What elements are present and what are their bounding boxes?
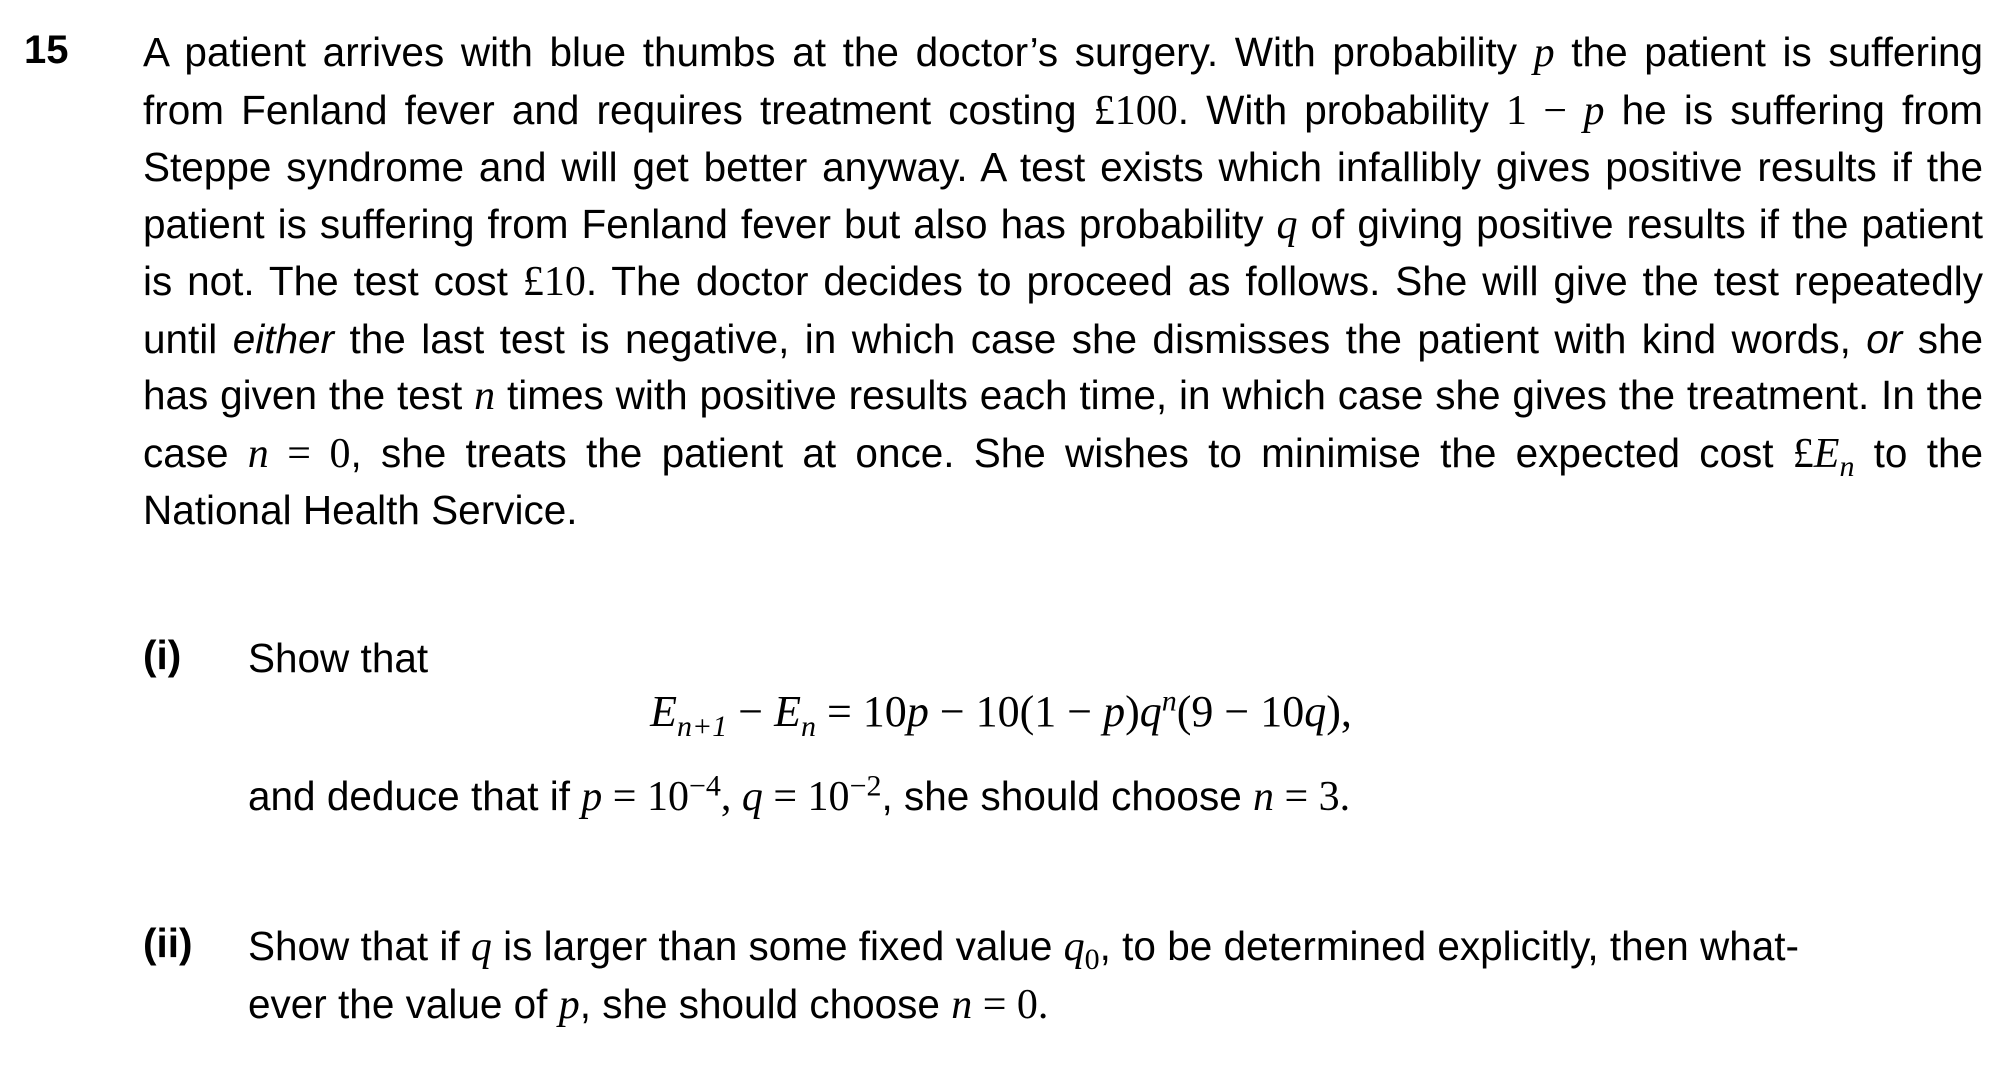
part-i-text: and deduce that if (248, 773, 582, 819)
math-p: p (906, 687, 929, 736)
part-ii-text (248, 918, 1980, 1033)
stem-text: times with positive results each time, in which case she gives the treatment. In the case (143, 372, 1983, 476)
math-q: q (1304, 687, 1327, 736)
math-term: ) (1125, 687, 1140, 736)
part-ii-text-run: is larger than some fixed value (491, 923, 1064, 969)
stem-text: . The doctor decides to proceed as follows. She will give the test repeatedly until (143, 258, 1983, 362)
part-i-intro: Show that (248, 635, 429, 681)
math-equals-three: = 3. (1274, 774, 1351, 820)
display-equation (0, 684, 2002, 743)
stem-text: to the National Health Service. (143, 429, 1983, 533)
stem-text: , she treats the patient at once. She wishes to minimise the expected cost (350, 429, 1793, 476)
math-E: E (650, 687, 678, 736)
math-equals-zero: = 0 (268, 430, 351, 477)
stem-text: he is suffering from Steppe syndrome and will get better anyway. A test exists which infallibly gives positive results if the patient is suffering from Fenland fever but also has probability (143, 86, 1983, 247)
part-ii-text-run: , to be determined explicitly, then what- (1099, 923, 1800, 969)
math-one-minus: 1 − (1506, 87, 1584, 134)
math-exponent: −2 (849, 769, 882, 803)
part-ii-text-run: Show that if (248, 923, 471, 969)
cost-treatment: £100 (1093, 87, 1178, 134)
math-exponent: −4 (688, 769, 721, 803)
math-n: n (951, 981, 973, 1028)
math-n: n (1253, 774, 1274, 820)
math-q: q (470, 924, 492, 970)
stem-text: the patient is suffering from Fenland fever and requires treatment costing (143, 29, 1983, 133)
math-subscript: n+1 (677, 709, 728, 743)
math-p: p (1103, 687, 1126, 736)
math-equals: = 10 (602, 774, 689, 820)
math-term: − 10(1 − (928, 687, 1104, 736)
question-stem (143, 24, 1983, 539)
math-superscript-n: n (1161, 684, 1177, 718)
math-p: p (1533, 30, 1555, 76)
math-q: q (1139, 687, 1162, 736)
math-term: ), (1326, 687, 1352, 736)
stem-text: she has given the test (143, 315, 1983, 418)
part-ii-text-run: ever the value of (248, 980, 559, 1027)
math-equals-zero: = 0. (972, 981, 1049, 1028)
part-i-label: (i) (143, 632, 182, 678)
math-p: p (1583, 87, 1605, 134)
stem-text: the last test is negative, in which case she dismisses the patient with kind words, (334, 315, 1867, 362)
math-equals: = 10 (762, 774, 850, 820)
math-q: q (1276, 201, 1298, 248)
math-q: q (741, 774, 763, 820)
math-p: p (558, 981, 580, 1028)
math-minus: − (727, 687, 775, 736)
math-pound: £ (1792, 430, 1814, 477)
part-ii-text-run: , she should choose (579, 980, 952, 1027)
math-n: n (247, 430, 269, 477)
stem-text: A patient arrives with blue thumbs at the doctor’s surgery. With probability (143, 29, 1534, 75)
emphasis-or: or (1866, 315, 1903, 362)
math-term: = 10 (815, 687, 907, 736)
part-i-text: , she should choose (881, 773, 1253, 819)
math-q0: q (1063, 924, 1085, 970)
stem-text: of giving positive results if the patient is not. The test cost (143, 200, 1983, 304)
math-term: (9 − 10 (1176, 687, 1305, 736)
math-subscript-zero: 0 (1084, 943, 1100, 977)
cost-test: £10 (522, 259, 586, 305)
math-subscript: n (800, 709, 816, 743)
emphasis-either: either (232, 315, 335, 362)
part-i-deduce (248, 768, 1350, 826)
math-E: E (1813, 430, 1840, 477)
math-p: p (581, 774, 603, 820)
math-comma: , (720, 774, 742, 820)
stem-text: . With probability (1177, 86, 1507, 133)
math-subscript-n: n (1839, 449, 1855, 483)
part-ii-label: (ii) (143, 920, 193, 966)
question-number: 15 (24, 28, 69, 72)
math-n: n (474, 373, 496, 419)
math-E: E (774, 687, 801, 736)
